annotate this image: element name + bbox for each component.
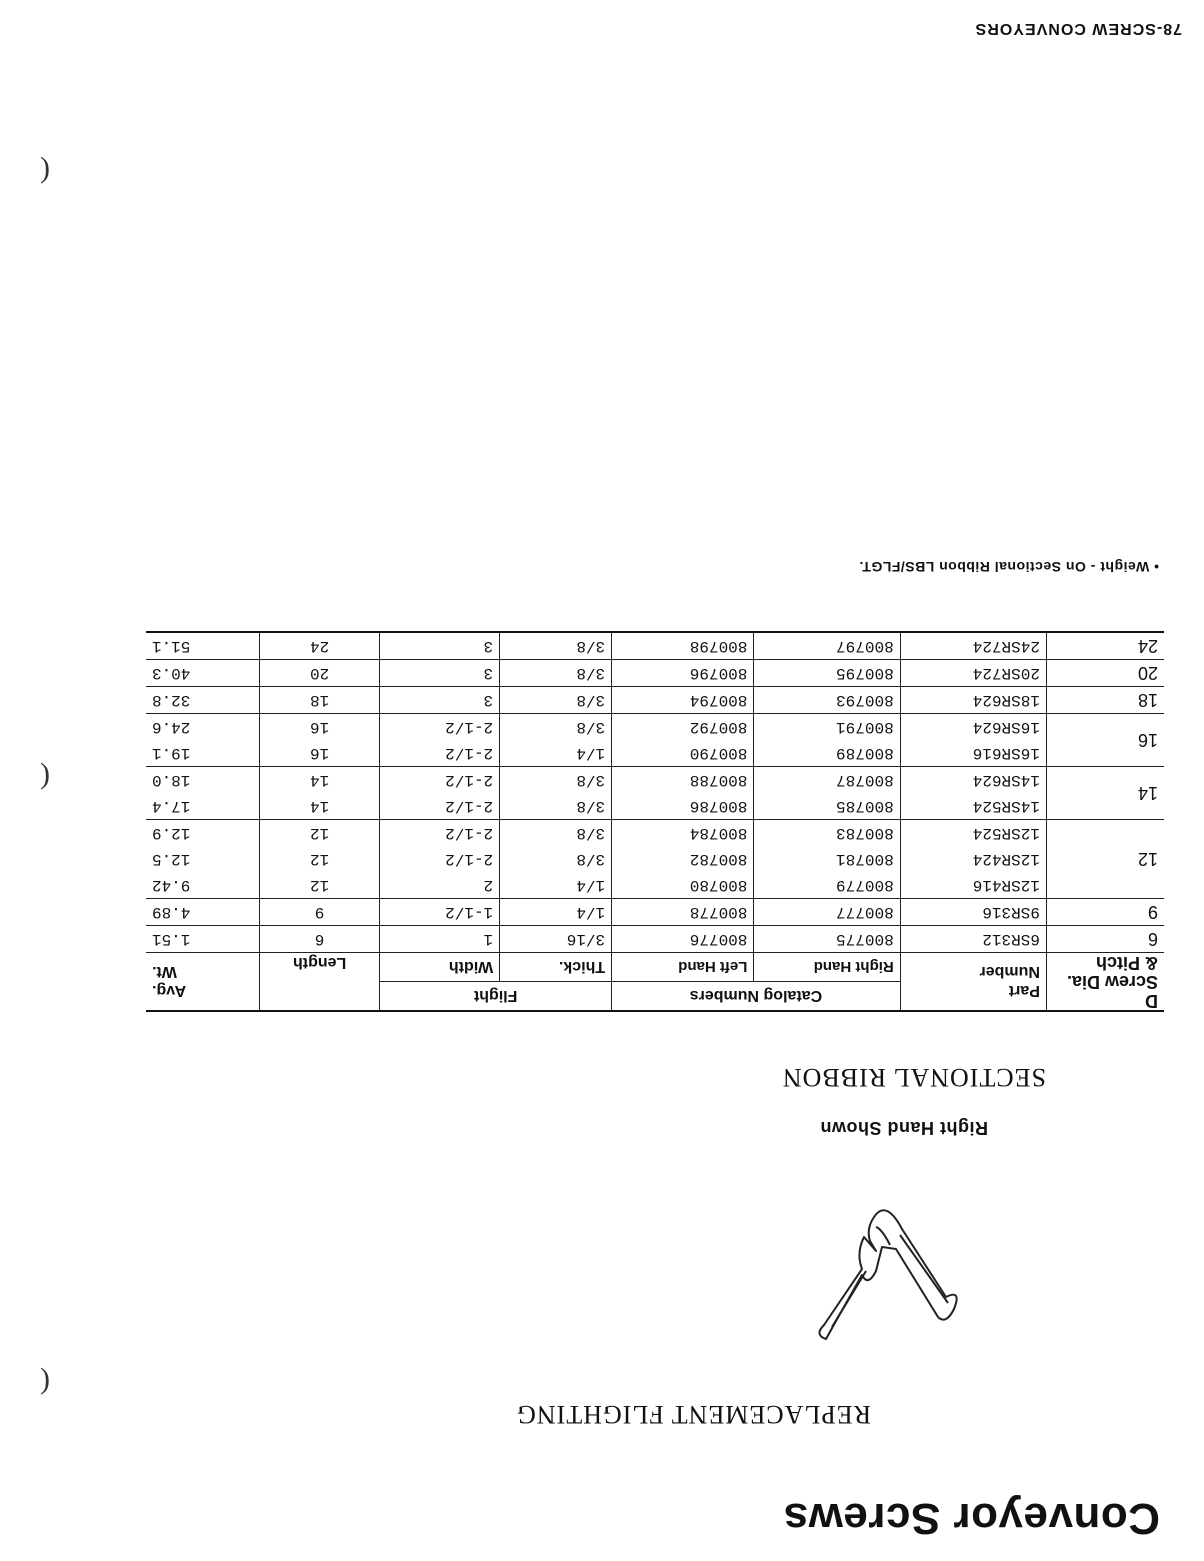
cell-part-number: 16SR624 [900, 714, 1046, 741]
header-avg-wt-line1: Avg. [152, 982, 187, 1000]
cell-right-hand: 800793 [754, 687, 900, 714]
margin-mark: ( [40, 156, 50, 189]
table-row [146, 740, 1164, 767]
header-screw-dia-line2: Screw Dia. [1066, 972, 1158, 992]
cell-right-hand: 800777 [754, 899, 900, 926]
header-screw-dia-line3: & Pitch [1095, 953, 1158, 973]
ribbon-flight-icon [794, 1189, 974, 1349]
cell-width: 3 [380, 632, 500, 660]
cell-part-number: 9SR316 [900, 899, 1046, 926]
cell-part-number: 20SR724 [900, 660, 1046, 687]
header-thick: Thick. [500, 953, 612, 982]
cell-thick: 3/8 [500, 714, 612, 741]
header-avg-wt [146, 953, 260, 1012]
cell-screw-dia: 9 [1046, 899, 1164, 926]
cell-avg-wt: 12.9 [146, 820, 260, 847]
cell-width: 1 [380, 926, 500, 953]
cell-part-number: 12SR524 [900, 820, 1046, 847]
table-footnote: • Weight - On Sectional Ribbon LBS/FLGT. [859, 559, 1159, 575]
cell-width: 2 [380, 872, 500, 899]
cell-right-hand: 800785 [754, 793, 900, 820]
header-length-group [260, 953, 380, 1012]
header-screw-dia-line1: D [1145, 991, 1158, 1011]
cell-left-hand: 800780 [612, 872, 754, 899]
cell-length: 12 [260, 872, 380, 899]
table-header-row [146, 981, 1164, 1011]
cell-left-hand: 800790 [612, 740, 754, 767]
header-part-number [900, 953, 1046, 1012]
cell-right-hand: 800779 [754, 872, 900, 899]
cell-width: 2-1/2 [380, 714, 500, 741]
cell-part-number: 24SR724 [900, 632, 1046, 660]
cell-width: 2-1/2 [380, 846, 500, 872]
page-subtitle: REPLACEMENT FLIGHTING [516, 1400, 871, 1429]
margin-mark: ( [40, 1367, 50, 1400]
cell-thick: 3/16 [500, 926, 612, 953]
cell-screw-dia: 6 [1046, 926, 1164, 953]
cell-part-number: 14SR624 [900, 767, 1046, 794]
cell-screw-dia: 14 [1046, 767, 1164, 820]
cell-right-hand: 800787 [754, 767, 900, 794]
page-footer: 78-SCREW CONVEYORS [974, 20, 1182, 37]
cell-left-hand: 800796 [612, 660, 754, 687]
cell-thick: 1/4 [500, 899, 612, 926]
cell-left-hand: 800788 [612, 767, 754, 794]
cell-part-number: 16SR616 [900, 740, 1046, 767]
margin-mark: ( [40, 762, 50, 795]
cell-length: 12 [260, 820, 380, 847]
cell-right-hand: 800783 [754, 820, 900, 847]
table-row [146, 846, 1164, 872]
cell-width: 3 [380, 687, 500, 714]
cell-screw-dia: 20 [1046, 660, 1164, 687]
cell-right-hand: 800789 [754, 740, 900, 767]
cell-length: 14 [260, 767, 380, 794]
cell-right-hand: 800791 [754, 714, 900, 741]
cell-width: 1-1/2 [380, 899, 500, 926]
cell-screw-dia: 12 [1046, 820, 1164, 899]
cell-width: 3 [380, 660, 500, 687]
header-length: Length [292, 954, 347, 971]
cell-avg-wt: 24.6 [146, 714, 260, 741]
cell-left-hand: 800776 [612, 926, 754, 953]
header-part-number-line2: Number [979, 963, 1040, 981]
cell-screw-dia: 18 [1046, 687, 1164, 714]
cell-left-hand: 800798 [612, 632, 754, 660]
cell-thick: 3/8 [500, 820, 612, 847]
cell-width: 2-1/2 [380, 767, 500, 794]
section-heading: SECTIONAL RIBBON [781, 1063, 1046, 1092]
cell-avg-wt: 17.4 [146, 793, 260, 820]
header-left-hand: Left Hand [612, 953, 754, 982]
page-title: Conveyor Screws [783, 1494, 1160, 1543]
cell-length: 18 [260, 687, 380, 714]
cell-length: 14 [260, 793, 380, 820]
cell-length: 16 [260, 740, 380, 767]
cell-thick: 3/8 [500, 767, 612, 794]
cell-right-hand: 800795 [754, 660, 900, 687]
table-row [146, 926, 1164, 953]
cell-part-number: 12SR424 [900, 846, 1046, 872]
cell-thick: 1/4 [500, 740, 612, 767]
header-width: Width [380, 953, 500, 982]
table-row [146, 714, 1164, 741]
header-part-number-line1: Part [1008, 982, 1040, 1000]
flighting-spec-table [146, 631, 1164, 1012]
table-row [146, 820, 1164, 847]
cell-screw-dia: 16 [1046, 714, 1164, 767]
cell-left-hand: 800794 [612, 687, 754, 714]
cell-length: 6 [260, 926, 380, 953]
cell-avg-wt: 1.51 [146, 926, 260, 953]
cell-right-hand: 800781 [754, 846, 900, 872]
cell-width: 2-1/2 [380, 820, 500, 847]
cell-avg-wt: 4.89 [146, 899, 260, 926]
header-avg-wt-line2: Wt. [152, 963, 177, 981]
cell-left-hand: 800782 [612, 846, 754, 872]
cell-left-hand: 800792 [612, 714, 754, 741]
header-catalog-numbers: Catalog Numbers [612, 981, 901, 1011]
cell-avg-wt: 32.8 [146, 687, 260, 714]
cell-part-number: 18SR624 [900, 687, 1046, 714]
cell-part-number: 6SR312 [900, 926, 1046, 953]
cell-length: 12 [260, 846, 380, 872]
cell-avg-wt: 18.0 [146, 767, 260, 794]
cell-avg-wt: 51.1 [146, 632, 260, 660]
cell-length: 9 [260, 899, 380, 926]
header-screw-dia [1046, 953, 1164, 1012]
cell-left-hand: 800778 [612, 899, 754, 926]
cell-right-hand: 800797 [754, 632, 900, 660]
cell-thick: 3/8 [500, 793, 612, 820]
cell-left-hand: 800784 [612, 820, 754, 847]
cell-avg-wt: 9.42 [146, 872, 260, 899]
table-row [146, 899, 1164, 926]
cell-avg-wt: 12.5 [146, 846, 260, 872]
table-row [146, 793, 1164, 820]
cell-thick: 3/8 [500, 846, 612, 872]
cell-part-number: 14SR524 [900, 793, 1046, 820]
header-right-hand: Right Hand [754, 953, 900, 982]
cell-thick: 3/8 [500, 687, 612, 714]
cell-thick: 1/4 [500, 872, 612, 899]
cell-width: 2-1/2 [380, 793, 500, 820]
cell-right-hand: 800775 [754, 926, 900, 953]
cell-left-hand: 800786 [612, 793, 754, 820]
table-row [146, 767, 1164, 794]
cell-part-number: 12SR416 [900, 872, 1046, 899]
table-row [146, 872, 1164, 899]
cell-width: 2-1/2 [380, 740, 500, 767]
table-row [146, 687, 1164, 714]
cell-avg-wt: 40.3 [146, 660, 260, 687]
cell-avg-wt: 19.1 [146, 740, 260, 767]
diagram-caption: Right Hand Shown [820, 1118, 988, 1138]
cell-length: 20 [260, 660, 380, 687]
header-flight: Flight [380, 981, 612, 1011]
cell-length: 16 [260, 714, 380, 741]
cell-length: 24 [260, 632, 380, 660]
cell-thick: 3/8 [500, 632, 612, 660]
table-row [146, 632, 1164, 660]
table-row [146, 660, 1164, 687]
cell-screw-dia: 24 [1046, 632, 1164, 660]
cell-thick: 3/8 [500, 660, 612, 687]
table-body [146, 632, 1164, 953]
